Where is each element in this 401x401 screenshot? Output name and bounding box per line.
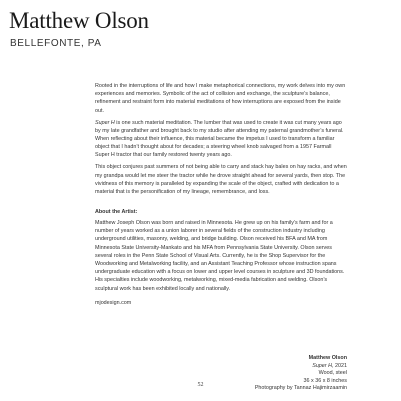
caption-artist: Matthew Olson bbox=[308, 355, 347, 361]
caption-title-text: Super H bbox=[312, 362, 332, 369]
statement-paragraph: This object conjures past summers of not being able to carry and stack hay bales on hay racks, and when my grandpa would let me steer the tractor while he drove straight ahead for several yards, then stop. The vividness of this memory is paralleled by expanding the scale of the object, crafted with dedication to a material that is the personification of my lineage, remembrance, and loss. bbox=[95, 164, 347, 196]
caption-dimensions: 36 x 36 x 8 inches bbox=[303, 377, 347, 384]
statement-paragraph: Super H is one such material meditation. The lumber that was used to create it was cut many years ago by my late grandfather and brought back to my studio after attending my paternal grandmother’s funeral. When reflecting about their influence, this material became the impetus I used to transform a familiar object that I hadn’t thought about for decades; a steering wheel knob salvaged from a 1957 Farmall Super H tractor that our family restored twenty years ago. bbox=[95, 119, 344, 159]
artist-location: BELLEFONTE, PA bbox=[10, 38, 102, 49]
statement-paragraph: Rooted in the interruptions of life and how I make metaphorical connections, my work delves into my own experiences and memories. Symbolic of the act of collision and exchange, the sculpture’s balance, refinement and restraint form into material meditations of how interruptions are exposed from the inside out. bbox=[95, 83, 346, 114]
caption-year: , 2021 bbox=[332, 362, 347, 369]
artwork-title-inline: Super H bbox=[95, 119, 115, 126]
caption-medium: Wood, steel bbox=[318, 370, 347, 377]
bio-heading: About the Artist: bbox=[95, 209, 138, 216]
text-column bbox=[95, 82, 347, 311]
artist-name: Matthew Olson bbox=[9, 8, 149, 33]
artist-statement bbox=[95, 82, 347, 196]
website-link[interactable]: mjodesign.com bbox=[95, 299, 132, 306]
page-number: 52 bbox=[197, 382, 204, 388]
bio-paragraph: Matthew Joseph Olson was born and raised in Minnesota. He grew up on his family’s farm and for a number of years worked as a union laborer in several fields of the construction industry including underground utilities, masonry, welding, and bridge building. Olson received his BFA and MA from Minnesota State University-Mankato and his MFA from Pennsylvania State University. Olson serves several roles in the Penn State School of Visual Arts. Currently, he is the Shop Supervisor for the Woodworking and Metalworking facility, and an Assistant Teaching Professor whose instruction spans undergraduate education with a focus on lower and upper level courses in sculpture and 3D foundations. His specialties include woodworking, metalworking, mixed-media fabrication and welding. Olson’s sculptural work has been exhibited locally and nationally. bbox=[95, 220, 345, 292]
caption-title bbox=[207, 363, 347, 371]
caption-credit: Photography by Tannaz Hajimirzaamin bbox=[254, 385, 347, 392]
